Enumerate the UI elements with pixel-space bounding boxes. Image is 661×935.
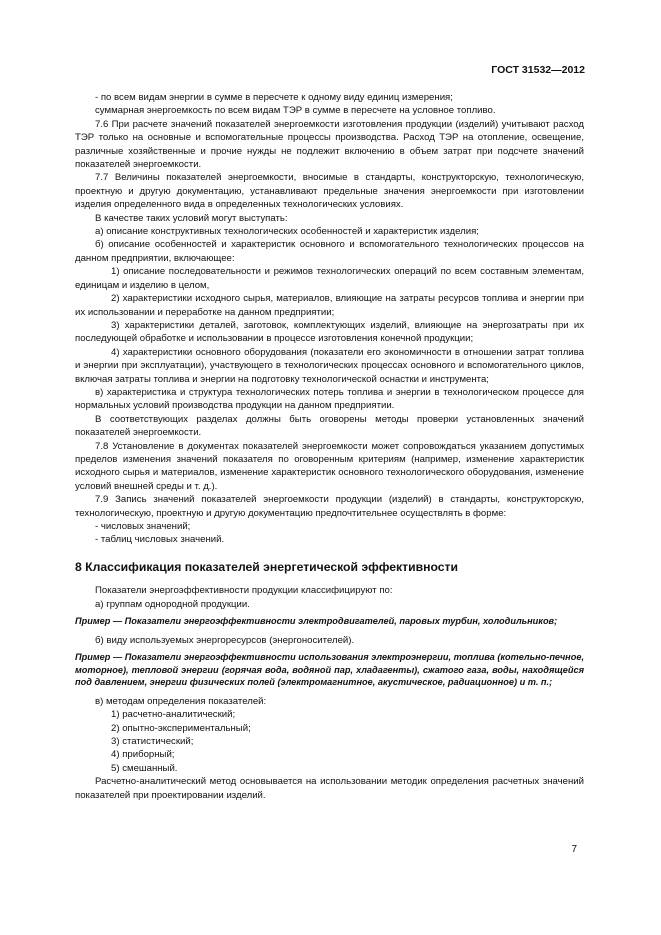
paragraph: суммарная энергоемкость по всем видам ТЭР в сумме в пересчете на условное топливо.	[95, 105, 496, 117]
paragraph: б) описание особенностей и характеристик основного и вспомогательного технологических процессов на данном предприятии, включающее:	[75, 239, 584, 264]
paragraph: а) описание конструктивных технологических особенностей и характеристик изделия;	[95, 226, 479, 238]
list-item: 5) смешанный.	[111, 762, 178, 774]
document-header: ГОСТ 31532—2012	[491, 64, 585, 76]
list-item: 1) расчетно-аналитический;	[111, 709, 236, 721]
paragraph: Расчетно-аналитический метод основывается на использовании методик определения расчетных значений показателей при проектировании изделий.	[75, 776, 584, 801]
paragraph: 7.8 Установление в документах показателей энергоемкости может сопровождаться указанием допустимых пределов изменения значений показателя по оговоренным критериям (например, изменение характеристик исходного сырья и материалов, изменение характеристик основного технологического оборудования, изменение условий внешней среды и т. д.).	[75, 440, 584, 492]
paragraph: 4) характеристики основного оборудования (показатели его экономичности в отношении затрат топлива и энергии при эксплуатации), участвующего в технологических процессах основного и вспомогательного циклов, включая затраты топлива и энергии на подготовку технологической оснастки и инструмента;	[75, 346, 584, 385]
list-item: - числовых значений;	[95, 521, 191, 532]
paragraph: в) методам определения показателей:	[95, 695, 267, 707]
paragraph: 7.6 При расчете значений показателей энергоемкости изготовления продукции (изделий) учитывают расход ТЭР только на основные и вспомогательные процессы производства. Расход ТЭР на отопление, освещение, различные хозяйственные и прочие нужды не подлежит включению в объем затрат при подсчете значений показателей энергоемкости.	[75, 118, 584, 171]
example-note: Пример — Показатели энергоэффективности электродвигателей, паровых турбин, холодильников;	[75, 616, 558, 627]
paragraph: 3) характеристики деталей, заготовок, комплектующих изделий, влияющие на энергозатраты при их последующей обработке и использовании в процессе изготовления конечной продукции;	[75, 319, 584, 345]
example-note: Пример — Показатели энергоэффективности использования электроэнергии, топлива (котельно-печное, моторное), тепловой энергии (горячая вода, водяной пар, хладагенты), сжатого газа, воды, находящейся под давлением, энергии физических полей (электромагнитное, акустическое, радиационное) и т. п.;	[75, 652, 584, 688]
paragraph: В соответствующих разделах должны быть оговорены методы проверки установленных значений показателей энергоемкости.	[75, 413, 584, 439]
list-item: 3) статистический;	[111, 736, 194, 748]
paragraph: б) виду используемых энергоресурсов (энергоносителей).	[95, 634, 355, 646]
paragraph: 7.9 Запись значений показателей энергоемкости продукции (изделий) в стандарты, конструкторскую, технологическую, проектную и другую документацию предпочтительнее осуществлять в форме:	[75, 494, 584, 519]
paragraph: Показатели энергоэффективности продукции классифицируют по:	[95, 585, 393, 597]
paragraph: а) группам однородной продукции.	[95, 598, 250, 610]
paragraph: - по всем видам энергии в сумме в пересчете к одному виду единиц измерения;	[95, 92, 453, 103]
list-item: - таблиц числовых значений.	[95, 534, 225, 546]
section-title: 8 Классификация показателей энергетической эффективности	[75, 559, 458, 574]
list-item: 4) приборный;	[111, 749, 175, 761]
paragraph: 1) описание последовательности и режимов технологических операций по всем составным элементам, единицам и изделию в целом,	[75, 266, 584, 291]
paragraph: в) характеристика и структура технологических потерь топлива и энергии в технологическом процессе для нормальных условий производства продукции на данном предприятии.	[75, 386, 584, 412]
paragraph: В качестве таких условий могут выступать:	[95, 212, 288, 224]
list-item: 2) опытно-экспериментальный;	[111, 722, 251, 734]
paragraph: 2) характеристики исходного сырья, материалов, влияющие на затраты ресурсов топлива и энергии при их использовании и переработке на данном предприятии;	[75, 293, 584, 318]
paragraph: 7.7 Величины показателей энергоемкости, вносимые в стандарты, конструкторскую, технологическую, проектную и другую документацию, устанавливают предельные значения энергоемкости при изготовлении изделия определенного вида в определенных технологических условиях.	[75, 172, 584, 211]
page-number: 7	[571, 844, 577, 855]
document-body	[75, 91, 584, 802]
